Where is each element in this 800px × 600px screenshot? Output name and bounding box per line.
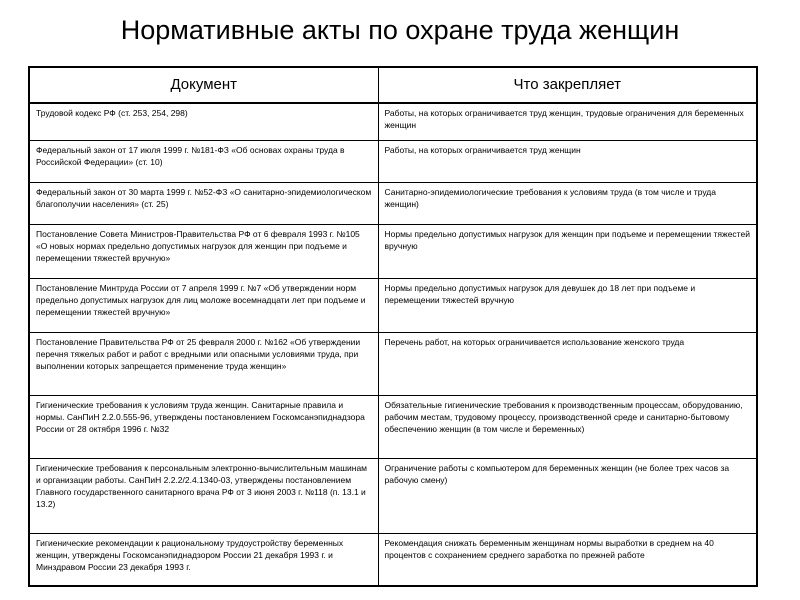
document-cell: Трудовой кодекс РФ (ст. 253, 254, 298): [29, 103, 378, 141]
what-cell: Работы, на которых ограничивается труд женщин: [378, 141, 757, 183]
table-row: [29, 225, 757, 279]
document-cell: Постановление Минтруда России от 7 апреля 1999 г. №7 «Об утверждении норм предельно допустимых нагрузок для лиц моложе восемнадцати лет при подъеме и перемещении тяжестей вручную»: [29, 279, 378, 333]
table-row: [29, 141, 757, 183]
table-row: [29, 534, 757, 587]
table-row: [29, 459, 757, 534]
what-cell: Нормы предельно допустимых нагрузок для девушек до 18 лет при подъеме и перемещении тяжестей вручную: [378, 279, 757, 333]
normative-acts-table: [28, 66, 758, 587]
what-cell: Рекомендация снижать беременным женщинам нормы выработки в среднем на 40 процентов с сохранением среднего заработка по прежней работе: [378, 534, 757, 587]
what-cell: Перечень работ, на которых ограничивается использование женского труда: [378, 333, 757, 396]
document-cell: Постановление Совета Министров-Правительства РФ от 6 февраля 1993 г. №105 «О новых нормах предельно допустимых нагрузок для женщин при подъеме и перемещении тяжестей вручную»: [29, 225, 378, 279]
what-cell: Обязательные гигиенические требования к производственным процессам, оборудованию, рабочим местам, трудовому процессу, производственной среде и санитарно-бытовому обеспечению женщин (в том числе и беременных): [378, 396, 757, 459]
header-document: Документ: [29, 67, 378, 103]
slide-title: Нормативные акты по охране труда женщин: [120, 15, 680, 45]
what-cell: Нормы предельно допустимых нагрузок для женщин при подъеме и перемещении тяжестей вручную: [378, 225, 757, 279]
document-cell: Федеральный закон от 17 июля 1999 г. №181-ФЗ «Об основах охраны труда в Российской Федерации» (ст. 10): [29, 141, 378, 183]
header-what: Что закрепляет: [378, 67, 757, 103]
table-row: [29, 183, 757, 225]
document-cell: Гигиенические требования к условиям труда женщин. Санитарные правила и нормы. СанПиН 2.2.0.555-96, утверждены постановлением Госкомсанэпиднадзора России от 28 октября 1996 г. №32: [29, 396, 378, 459]
document-cell: Гигиенические требования к персональным электронно-вычислительным машинам и организации работы. СанПиН 2.2.2/2.4.1340-03, утверждены постановлением Главного государственного санитарного врача РФ от 3 июня 2003 г. №118 (п. 13.1 и 13.2): [29, 459, 378, 534]
what-cell: Ограничение работы с компьютером для беременных женщин (не более трех часов за рабочую смену): [378, 459, 757, 534]
what-cell: Работы, на которых ограничивается труд женщин, трудовые ограничения для беременных женщин: [378, 103, 757, 141]
what-cell: Санитарно-эпидемиологические требования к условиям труда (в том числе и труда женщин): [378, 183, 757, 225]
table-header-row: [29, 67, 757, 103]
document-cell: Постановление Правительства РФ от 25 февраля 2000 г. №162 «Об утверждении перечня тяжелых работ и работ с вредными или опасными условиями труда, при выполнении которых запрещается применение труда женщин»: [29, 333, 378, 396]
document-cell: Гигиенические рекомендации к рациональному трудоустройству беременных женщин, утверждены Госкомсанэпиднадзором России 21 декабря 1993 г. и Минздравом России 23 декабря 1993 г.: [29, 534, 378, 587]
table-row: [29, 396, 757, 459]
table-row: [29, 103, 757, 141]
table-row: [29, 279, 757, 333]
document-cell: Федеральный закон от 30 марта 1999 г. №52-ФЗ «О санитарно-эпидемиологическом благополучии населения» (ст. 25): [29, 183, 378, 225]
table-row: [29, 333, 757, 396]
